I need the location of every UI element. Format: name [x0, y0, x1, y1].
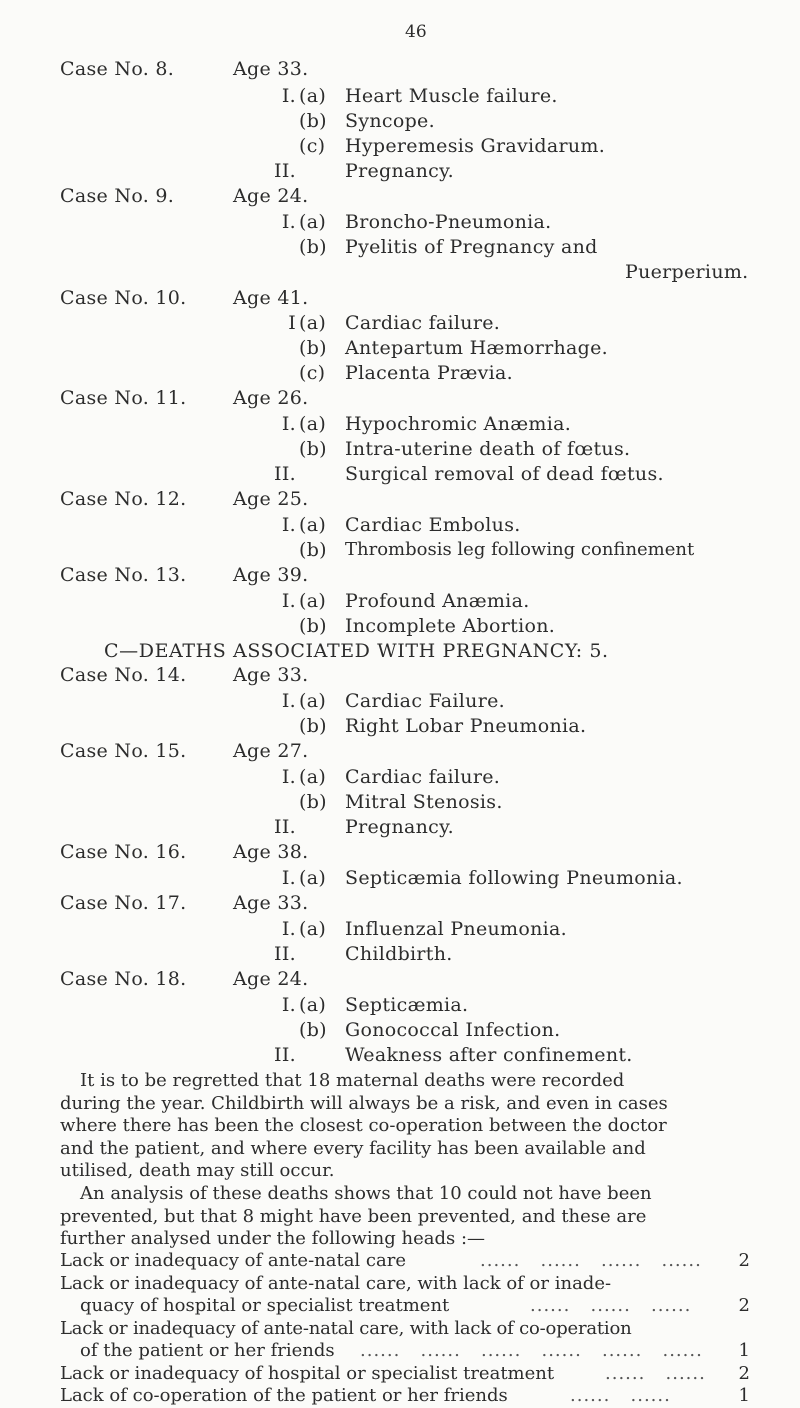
analysis-row	[60, 1340, 750, 1363]
leader-dots: ...... ......	[605, 1362, 706, 1384]
paragraph-line: and the patient, and where every facility has been available and	[60, 1137, 646, 1159]
cause-part-number: I.	[281, 514, 296, 536]
cause-part-number: I.	[281, 918, 296, 940]
case-label: Case No. 10.	[60, 287, 187, 309]
cause-sub-letter: (a)	[299, 211, 327, 233]
case-label: Case No. 12.	[60, 488, 187, 510]
cause-text: Hypochromic Anæmia.	[345, 413, 572, 435]
cause-sub-letter: (a)	[299, 312, 327, 334]
case-age: Age 24.	[233, 968, 309, 990]
analysis-label: of the patient or her friends	[80, 1340, 335, 1361]
paragraph-analysis-intro	[60, 1183, 750, 1251]
cause-text: Heart Muscle failure.	[345, 85, 558, 107]
cause-text: Septicæmia following Pneumonia.	[345, 867, 683, 889]
cause-text: Cardiac failure.	[345, 312, 501, 334]
analysis-label: Lack or inadequacy of ante-natal care	[60, 1250, 406, 1271]
cause-text: Broncho-Pneumonia.	[345, 211, 552, 233]
paragraph-regret	[60, 1070, 750, 1183]
cause-sub-letter: (c)	[299, 135, 326, 157]
cause-part-number: II.	[274, 160, 296, 182]
cause-part-number: I.	[281, 766, 296, 788]
paragraph-line: prevented, but that 8 might have been prevented, and these are	[60, 1205, 647, 1227]
cause-sub-letter: (a)	[299, 690, 327, 712]
cause-sub-letter: (a)	[299, 413, 327, 435]
cause-text: Profound Anæmia.	[345, 590, 530, 612]
analysis-count: 2	[738, 1362, 750, 1384]
cause-part-number: II.	[274, 816, 296, 838]
leader-dots: ...... ...... ......	[530, 1295, 692, 1316]
cause-sub-letter: (a)	[299, 867, 327, 889]
analysis-label: Lack or inadequacy of ante-natal care, with lack of co-operation	[60, 1317, 632, 1339]
cause-text-continued: Puerperium.	[625, 261, 749, 283]
cause-part-number: I.	[281, 85, 296, 107]
analysis-row	[60, 1250, 750, 1273]
cause-text: Syncope.	[345, 110, 435, 132]
cause-sub-letter: (b)	[299, 539, 327, 561]
cause-sub-letter: (b)	[299, 615, 327, 637]
cause-sub-letter: (a)	[299, 514, 327, 536]
case-age: Age 27.	[233, 740, 309, 762]
case-age: Age 33.	[233, 892, 309, 914]
case-label: Case No. 9.	[60, 185, 175, 207]
cause-text: Thrombosis leg following confinement	[345, 539, 695, 560]
cause-text: Incomplete Abortion.	[345, 615, 556, 637]
case-label: Case No. 11.	[60, 387, 187, 409]
cause-part-number: I.	[281, 690, 296, 712]
cause-part-number: I	[288, 312, 296, 334]
analysis-row	[60, 1295, 750, 1318]
cause-text: Antepartum Hæmorrhage.	[345, 337, 608, 359]
cause-text: Pregnancy.	[345, 816, 454, 838]
cause-text: Septicæmia.	[345, 994, 469, 1016]
cause-text: Placenta Prævia.	[345, 362, 514, 384]
cause-sub-letter: (b)	[299, 715, 327, 737]
case-label: Case No. 18.	[60, 968, 187, 990]
cause-text: Pyelitis of Pregnancy and	[345, 236, 598, 258]
analysis-label: Lack or inadequacy of ante-natal care, with lack of or inade-	[60, 1272, 612, 1294]
cause-sub-letter: (b)	[299, 110, 327, 132]
analysis-count: 1	[738, 1340, 750, 1361]
cause-text: Cardiac Embolus.	[345, 514, 521, 536]
analysis-row	[60, 1318, 750, 1341]
analysis-label: Lack or inadequacy of hospital or specialist treatment	[60, 1362, 555, 1384]
analysis-row	[60, 1363, 750, 1386]
cause-sub-letter: (b)	[299, 791, 327, 813]
cause-text: Influenzal Pneumonia.	[345, 918, 567, 940]
paragraph-line: during the year. Childbirth will always be a risk, and even in cases	[60, 1092, 668, 1114]
case-label: Case No. 14.	[60, 664, 187, 686]
analysis-count: 2	[738, 1295, 750, 1316]
cause-sub-letter: (a)	[299, 994, 327, 1016]
cause-text: Right Lobar Pneumonia.	[345, 715, 587, 737]
cause-part-number: I.	[281, 867, 296, 889]
paragraph-line: utilised, death may still occur.	[60, 1160, 335, 1181]
cause-part-number: II.	[274, 943, 296, 965]
case-label: Case No. 15.	[60, 740, 187, 762]
case-age: Age 38.	[233, 841, 309, 863]
cause-text: Gonococcal Infection.	[345, 1019, 561, 1041]
cause-text: Weakness after confinement.	[345, 1044, 633, 1066]
case-age: Age 33.	[233, 664, 309, 686]
cause-sub-letter: (b)	[299, 236, 327, 258]
cause-part-number: II.	[274, 1044, 296, 1066]
case-label: Case No. 16.	[60, 841, 187, 863]
case-age: Age 41.	[233, 287, 309, 309]
cause-text: Pregnancy.	[345, 160, 454, 182]
cause-part-number: I.	[281, 211, 296, 233]
cause-part-number: I.	[281, 413, 296, 435]
cause-text: Surgical removal of dead fœtus.	[345, 463, 664, 485]
cause-sub-letter: (b)	[299, 438, 327, 460]
cause-sub-letter: (a)	[299, 85, 327, 107]
cause-text: Cardiac Failure.	[345, 690, 505, 712]
cause-text: Cardiac failure.	[345, 766, 501, 788]
cause-sub-letter: (a)	[299, 590, 327, 612]
leader-dots: ...... ...... ...... ......	[480, 1250, 702, 1271]
cause-sub-letter: (c)	[299, 362, 326, 384]
analysis-count: 1	[738, 1385, 750, 1406]
case-age: Age 25.	[233, 488, 309, 510]
analysis-list	[60, 1250, 750, 1408]
cause-part-number: II.	[274, 463, 296, 485]
analysis-label: Lack of co-operation of the patient or her friends	[60, 1385, 508, 1406]
cause-text: Intra-uterine death of fœtus.	[345, 438, 631, 460]
cause-sub-letter: (b)	[299, 337, 327, 359]
cause-sub-letter: (b)	[299, 1019, 327, 1041]
case-age: Age 24.	[233, 185, 309, 207]
leader-dots: ...... ......	[570, 1385, 671, 1406]
case-label: Case No. 17.	[60, 892, 187, 914]
cause-text: Mitral Stenosis.	[345, 791, 503, 813]
cause-part-number: I.	[281, 994, 296, 1016]
case-label: Case No. 13.	[60, 564, 187, 586]
cause-text: Childbirth.	[345, 943, 453, 965]
analysis-label: quacy of hospital or specialist treatment	[80, 1295, 450, 1316]
cause-text: Hyperemesis Gravidarum.	[345, 135, 606, 157]
analysis-row	[60, 1273, 750, 1296]
paragraph-line: It is to be regretted that 18 maternal deaths were recorded	[80, 1070, 625, 1091]
paragraph-line: where there has been the closest co-operation between the doctor	[60, 1115, 667, 1136]
case-age: Age 26.	[233, 387, 309, 409]
paragraph-line: further analysed under the following heads :—	[60, 1228, 486, 1249]
page-number: 46	[405, 22, 427, 42]
analysis-count: 2	[738, 1250, 750, 1271]
case-label: Case No. 8.	[60, 58, 175, 80]
cause-part-number: I.	[281, 590, 296, 612]
section-heading: C—DEATHS ASSOCIATED WITH PREGNANCY: 5.	[104, 640, 609, 662]
paragraph-line: An analysis of these deaths shows that 10 could not have been	[80, 1183, 652, 1204]
cause-sub-letter: (a)	[299, 766, 327, 788]
cause-sub-letter: (a)	[299, 918, 327, 940]
leader-dots: ...... ...... ...... ...... ...... ......	[360, 1340, 703, 1361]
analysis-row	[60, 1385, 750, 1408]
case-age: Age 33.	[233, 58, 309, 80]
case-age: Age 39.	[233, 564, 309, 586]
